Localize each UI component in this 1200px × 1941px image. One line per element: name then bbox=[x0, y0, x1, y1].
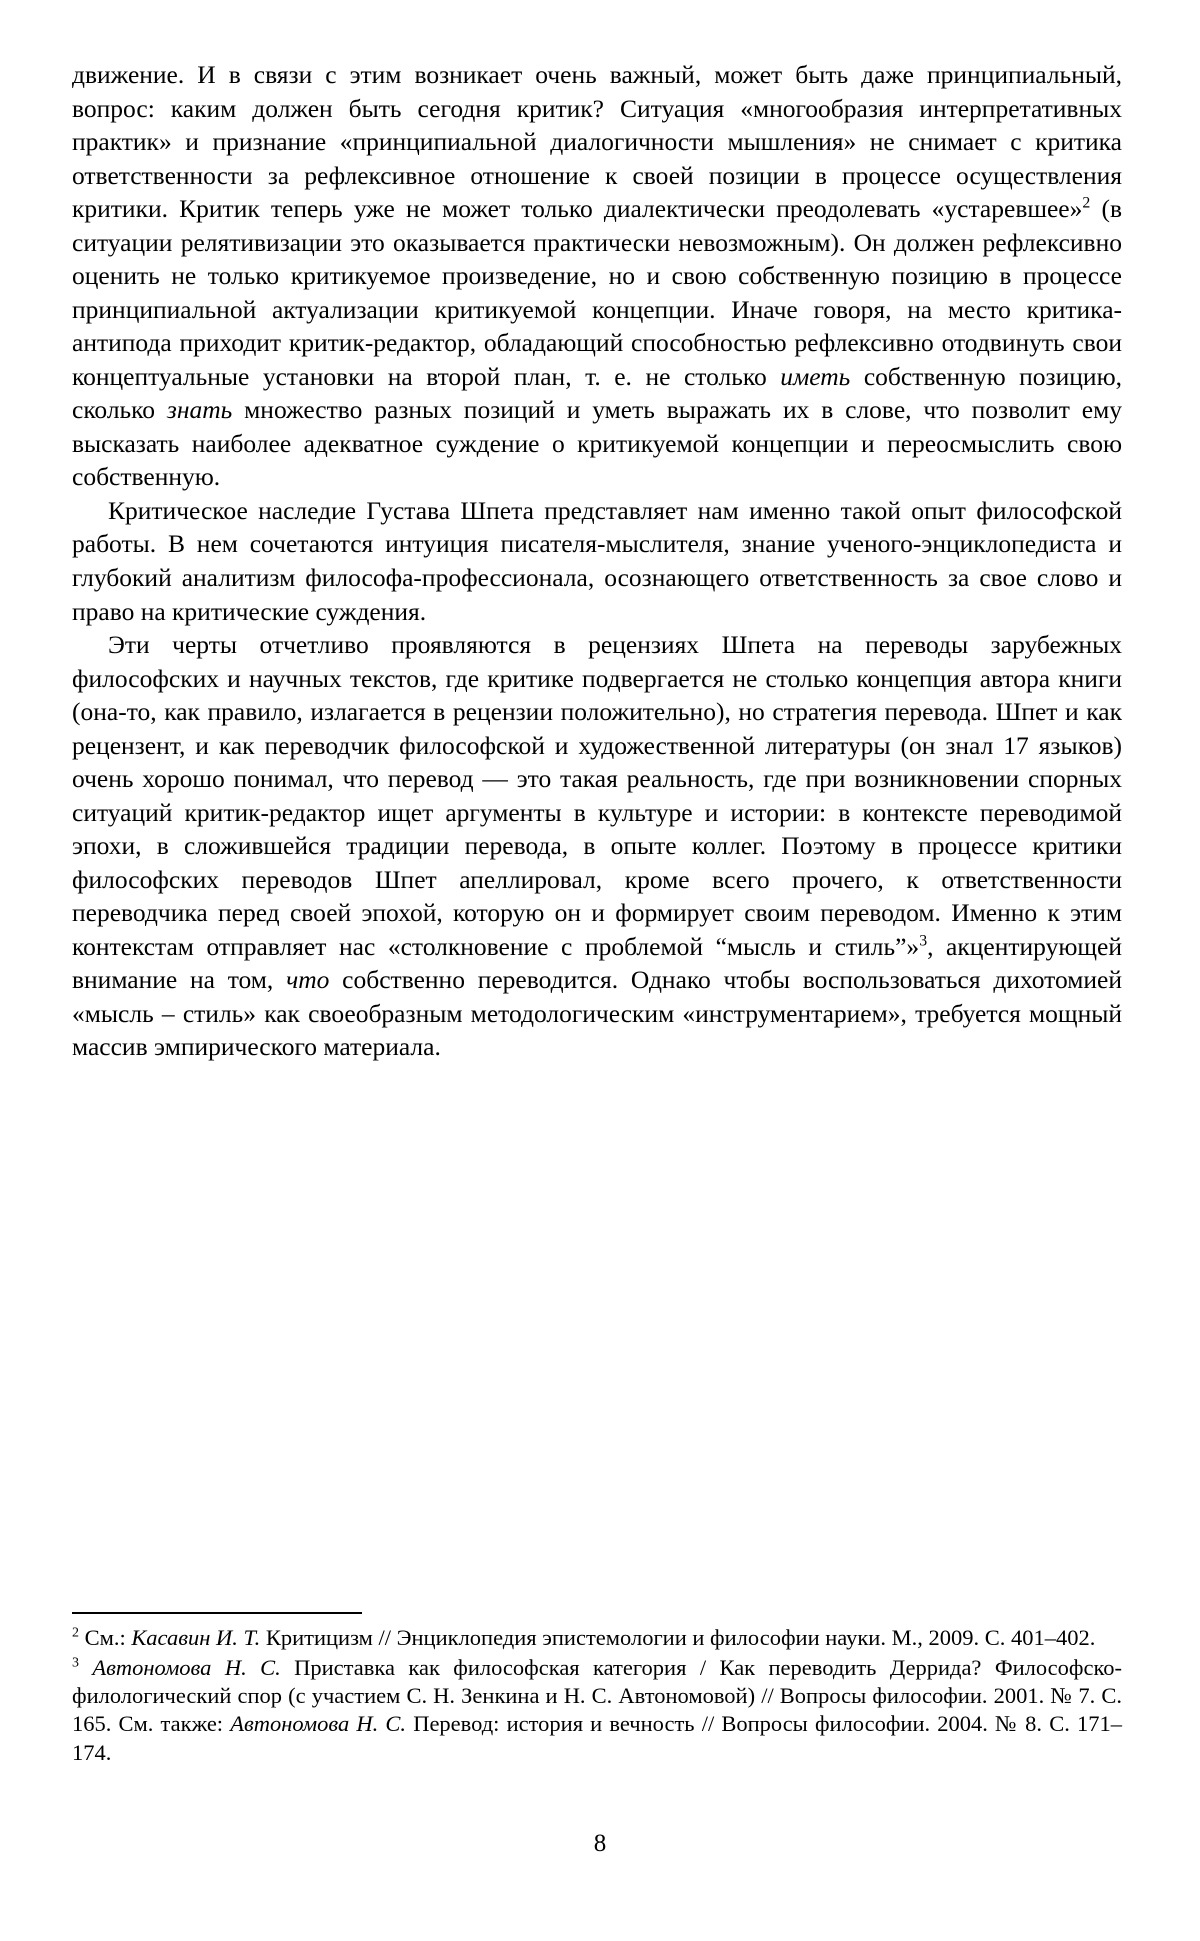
footnote-separator-rule bbox=[72, 1612, 362, 1614]
text-run: множество разных позиций и уметь выражать их в слове, что позволит ему высказать наиболее адекватное суждение о критикуемой концепции и переосмыслить свою собственную. bbox=[72, 395, 1122, 492]
text-run bbox=[79, 1655, 92, 1680]
text-run: собственную позицию, сколько bbox=[72, 361, 1122, 425]
footnote-item bbox=[72, 1654, 1122, 1767]
text-run: (в ситуации релятивизации это оказывается практически невозможным). Он должен рефлексивно оценить не только критикуемое произведение, но и свою собственную позицию в процессе принципиальной актуализации критикуемой концепции. Иначе говоря, на место критика-антипода приходит критик-редактор, обладающий способностью рефлексивно отодвинуть свои концептуальные установки на второй план, т. е. не столько bbox=[72, 194, 1122, 391]
text-run: Критическое наследие Густава Шпета представляет нам именно такой опыт философской работы. В нем сочетаются интуиция писателя-мыслителя, знание ученого-энциклопедиста и глубокий аналитизм философа-профессионала, осознающего ответственность за свое слово и право на критические суждения. bbox=[72, 495, 1122, 626]
emphasized-text: Автономова Н. С. bbox=[230, 1711, 407, 1737]
text-run: Эти черты отчетливо проявляются в рецензиях Шпета на переводы зарубежных философских и научных текстов, где критике подвергается не столько концепция автора книги (она-то, как правило, излагается в рецензии положительно), но стратегия перевода. Шпет и как рецензент, и как переводчик философской и художественной литературы (он знал 17 языков) очень хорошо понимал, что перевод — это такая реальность, где при возникновении спорных ситуаций критик-редактор ищет аргументы в культуре и истории: в контексте переводимой эпохи, в сложившейся традиции перевода, в опыте коллег. Поэтому в процессе критики философских переводов Шпет апеллировал, кроме всего прочего, к ответственности переводчика перед своей эпохой, которую он и формирует своим переводом. Именно к этим контекстам отправляет нас «столкновение с проблемой “мысль и стиль”» bbox=[72, 630, 1122, 961]
text-run: Приставка как философская категория / Как переводить Деррида? Философско-филологический спор (с участием С. Н. Зенкина и Н. С. Автономовой) // Вопросы философии. 2001. № 7. С. 165. См. также: bbox=[72, 1655, 1123, 1737]
text-run: , акцентирующей внимание на том, bbox=[72, 931, 1122, 995]
text-run: Критицизм // Энциклопедия эпистемологии и философии науки. М., 2009. С. 401–402. bbox=[260, 1625, 1096, 1650]
paragraph bbox=[72, 494, 1122, 628]
emphasized-text: иметь bbox=[780, 361, 851, 391]
text-run: См.: bbox=[78, 1625, 132, 1650]
footnote-reference: 2 bbox=[72, 1625, 79, 1641]
footnote-reference: 3 bbox=[919, 932, 928, 950]
footnote-section bbox=[72, 1612, 1122, 1769]
text-run: движение. И в связи с этим возникает очень важный, может быть даже принципиальный, вопрос: каким должен быть сегодня критик? Ситуация «многообразия интерпретативных практик» и признание «принципиальной диалогичности мышления» не снимает с критика ответственности за рефлексивное отношение к своей позиции в процессе осуществления критики. Критик теперь уже не может только диалектически преодолевать «устаревшее» bbox=[72, 60, 1122, 224]
page-number: 8 bbox=[593, 1830, 607, 1857]
emphasized-text: знать bbox=[166, 395, 233, 425]
paragraph bbox=[72, 58, 1122, 494]
emphasized-text: что bbox=[286, 965, 330, 995]
text-run: Перевод: история и вечность // Вопросы философии. 2004. № 8. С. 171–174. bbox=[72, 1711, 1122, 1765]
body-text-column bbox=[72, 58, 1122, 1064]
footnote-item bbox=[72, 1624, 1122, 1652]
footnote-reference: 2 bbox=[1082, 194, 1091, 212]
text-run: собственно переводится. Однако чтобы воспользоваться дихотомией «мысль – стиль» как своеобразным методологическим «инструментарием», требуется мощный массив эмпирического материала. bbox=[72, 965, 1122, 1062]
emphasized-text: Автономова Н. С. bbox=[92, 1655, 281, 1681]
emphasized-text: Касавин И. Т. bbox=[131, 1625, 261, 1650]
footnote-reference: 3 bbox=[72, 1655, 79, 1671]
paragraph bbox=[72, 628, 1122, 1064]
